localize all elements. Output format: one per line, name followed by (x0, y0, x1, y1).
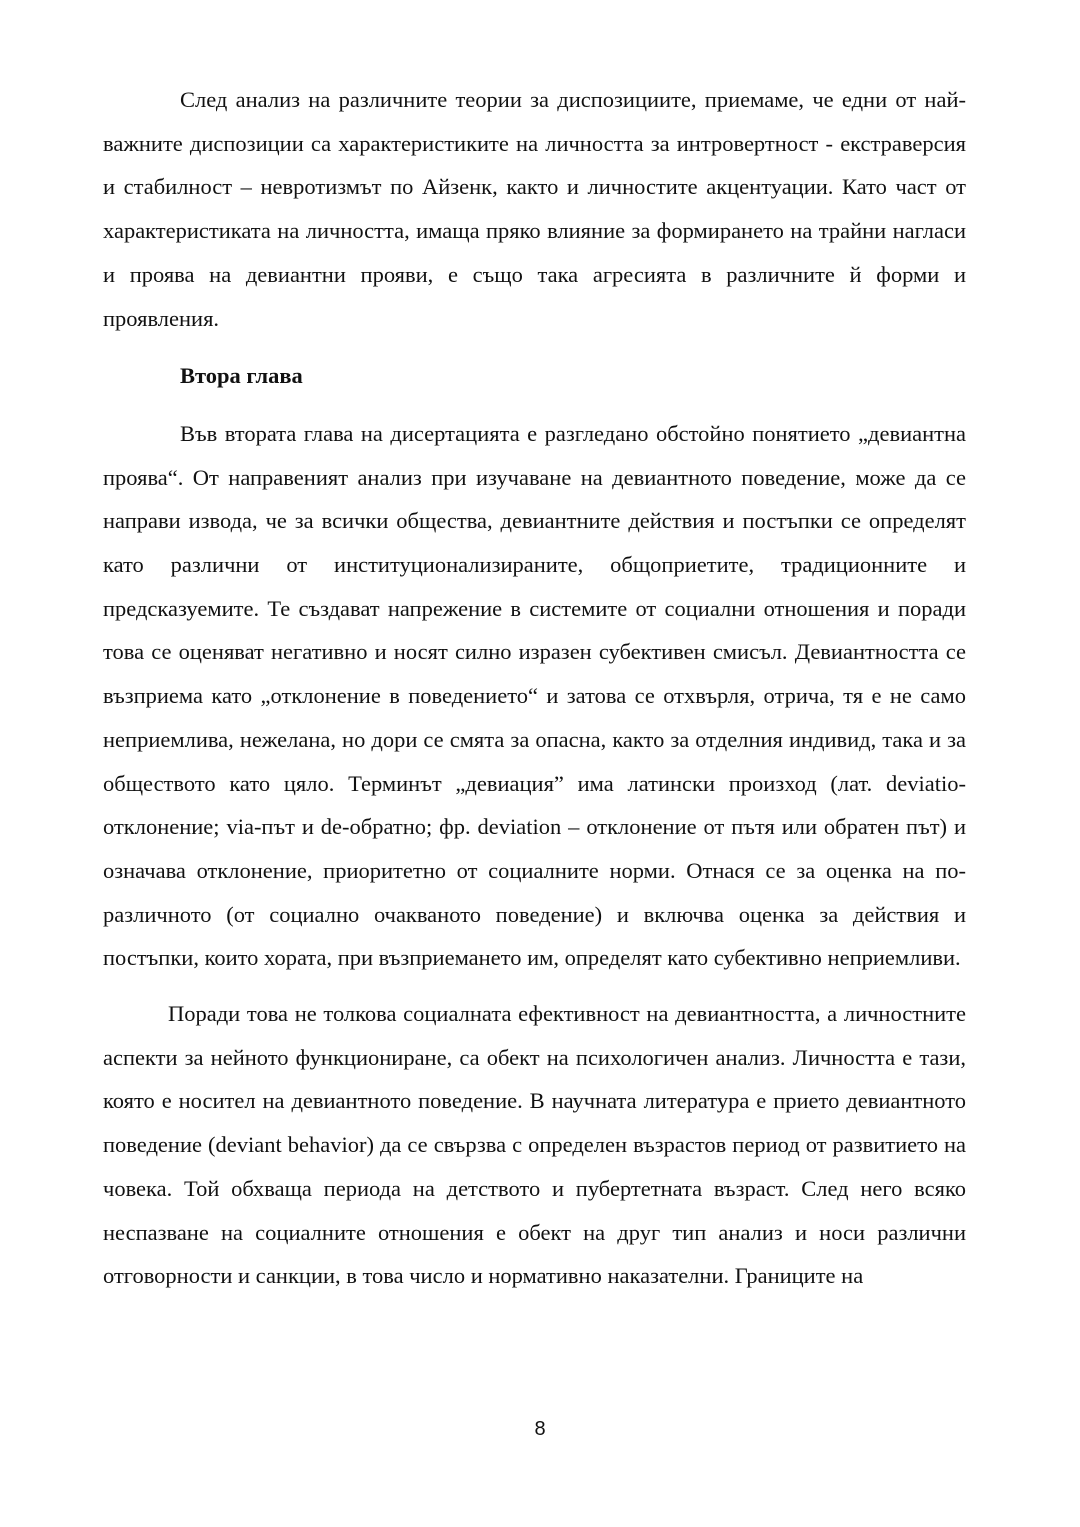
paragraph-dispositions: След анализ на различните теории за диспозициите, приемаме, че едни от най-важните диспозиции са характеристиките на личността за интровертност - екстраверсия и стабилност – невротизмът по Айзенк, както и личностите акцентуации. Като част от характеристиката на личността, имаща пряко влияние за формирането на трайни нагласи и проява на девиантни прояви, е също така агресията в различните й форми и проявления. (103, 87, 966, 331)
paragraph-deviant-behavior: Във втората глава на дисертацията е разгледано обстойно понятието „девиантна проява“. От направеният анализ при изучаване на девиантното поведение, може да се направи извода, че за всички общества, девиантните действия и постъпки се определят като различни от институционализираните, общоприетите, традиционните и предсказуемите. Те създават напрежение в системите от социални отношения и поради това се оценяват негативно и носят силно изразен субективен смисъл. Девиантността се възприема като „отклонение в поведението“ и затова се отхвърля, отрича, тя е не само неприемлива, нежелана, но дори се смята за опасна, както за отделния индивид, така и за обществото като цяло. Терминът „девиация” има латински произход (лат. deviatio-отклонение; via-път и de-обратно; фр. deviation – отклонение от пътя или обратен път) и означава отклонение, приоритетно от социалните норми. Отнася се за оценка на по-различното (от социално очакваното поведение) и включва оценка за действия и постъпки, които хората, при възприемането им, определят като субективно неприемливи. (103, 420, 966, 971)
paragraph-personality-aspects: Поради това не толкова социалната ефективност на девиантността, а личностните аспекти за нейното функциониране, са обект на психологичен анализ. Личността е тази, която е носител на девиантното поведение. В научната литература е прието девиантното поведение (deviant behavior) да се свързва с определен възрастов период от развитието на човека. Той обхваща периода на детството и пубертетната възраст. След него всяко неспазване на социалните отношения е обект на друг тип анализ и носи различни отговорности и санкции, в това число и нормативно наказателни. Границите на (103, 1001, 966, 1289)
page-body (103, 78, 966, 1298)
paragraph-spacer (103, 980, 966, 992)
page-number: 8 (534, 1418, 546, 1440)
chapter-heading: Втора глава (180, 363, 303, 389)
